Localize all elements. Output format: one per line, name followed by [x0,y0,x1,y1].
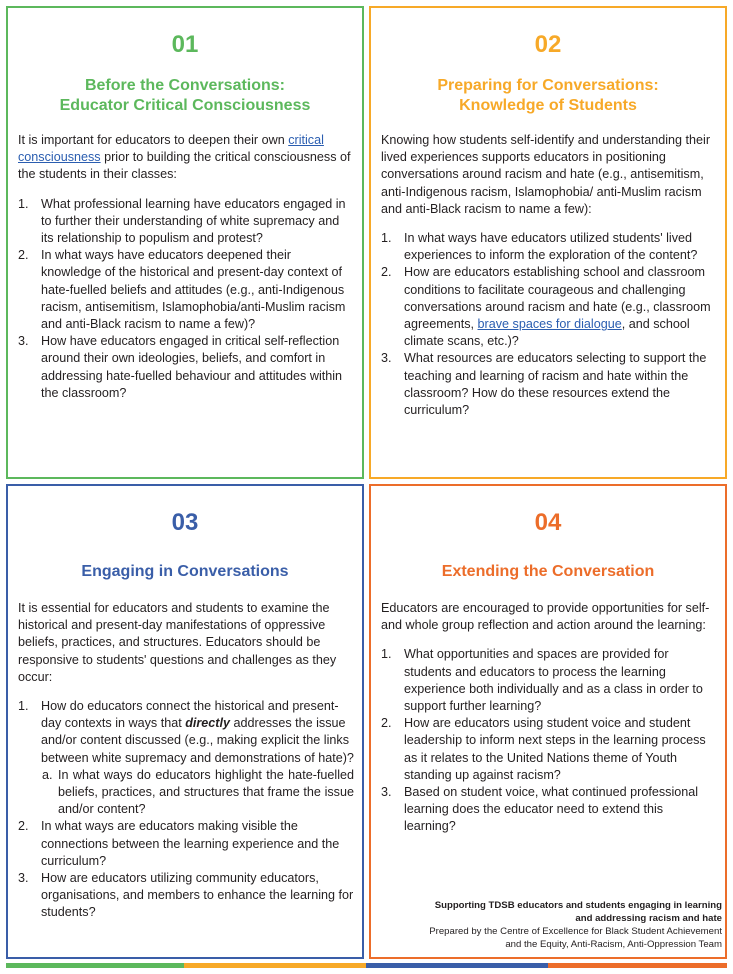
question-text: How have educators engaged in critical self-reflection around their own ideologies, beliefs, and comfort in addressing hate-fuelled behaviour and attitudes within the classroom? [41,334,343,400]
section-title-line-2: Educator Critical Consciousness [59,97,311,114]
section-number: 04 [534,509,562,536]
section-03-card [6,484,364,959]
question-list [18,196,354,402]
emphasis-text: directly [185,716,231,731]
question-list [381,230,717,419]
critical-consciousness-link[interactable]: critical consciousness [18,133,324,165]
question-text: addresses the issue and/or content discussed (e.g., making explicit the links between white supremacy and demonstrations of hate)? [41,716,354,765]
intro-text: It is important for educators to deepen their own [18,133,285,147]
question-text: In what ways are educators making visible the connections between the learning experience and the curriculum? [41,819,340,868]
section-title: Engaging in Conversations [81,563,289,580]
intro-text: prior to building the critical consciousness of the students in their classes: [18,150,351,182]
brave-spaces-link[interactable]: brave spaces for dialogue [477,317,622,332]
question-text: How are educators establishing school and classroom conditions to facilitate courageous and challenging conversations around racism and hate (e.g., classroom agreements, [404,265,711,332]
color-strip-red [548,963,727,968]
question-text: In what ways have educators deepened their knowledge of the historical and present-day context of hate-fuelled beliefs and attitudes (e.g., anti-Indigenous racism, antisemitism, Islamophobia/anti-Muslim racism and anti-Black racism to name a few)? [41,248,346,332]
question-list [18,698,354,922]
section-title-line-1: Preparing for Conversations: [437,77,659,94]
question-text: What opportunities and spaces are provided for students and educators to process the learning experience both individually and as a class in order to support further learning? [404,647,703,714]
section-number: 03 [171,509,199,536]
question-item: 1. How do educators connect the historical and present-day contexts in ways that directly addresses the issue and/or content discussed (e.g., making explicit the links between white supremacy and demonstrations of hate)? [18,699,354,765]
section-number: 01 [171,31,199,58]
section-04-card [369,484,727,959]
question-text: How are educators using student voice and student leadership to inform next steps in the learning process as it relates to the United Nations theme of Youth standing up against racism? [404,716,706,782]
color-strip-green [6,963,184,968]
footer-line-3: Prepared by the Centre of Excellence for Black Student Achievement [429,926,722,937]
question-item: 3. What resources are educators selecting to support the teaching and learning of racism and hate within the classroom? How do these resources extend the curriculum? [381,351,707,418]
question-item: 1. In what ways have educators utilized students' lived experiences to inform the exploration of the content? [381,231,698,263]
question-text: What resources are educators selecting to support the teaching and learning of racism and hate within the classroom? How do these resources extend the curriculum? [404,351,707,418]
question-list [381,646,717,835]
question-item: 1. What professional learning have educators engaged in to further their understanding of white supremacy and its relationship to populism and protest? [18,196,346,246]
section-intro: Educators are encouraged to provide opportunities for self- and whole group reflection and action around the learning: [381,601,710,633]
question-text: Based on student voice, what continued professional learning does the educator need to extend this learning? [404,785,699,834]
question-item: 3. How are educators utilizing community educators, organisations, and members to enhance the learning for students? [18,871,354,920]
sub-question-item: a. In what ways do educators highlight the hate-fuelled beliefs, practices, and structures that frame the issue and/or content? [42,767,354,817]
footer-credits [372,899,722,951]
section-title-line-1: Before the Conversations: [84,77,286,94]
question-text: In what ways have educators utilized students' lived experiences to inform the exploration of the content? [404,231,698,263]
question-item: 2. In what ways are educators making visible the connections between the learning experience and the curriculum? [18,819,340,868]
section-02-card [369,6,727,479]
section-title: Extending the Conversation [441,563,655,580]
question-item: 2. How are educators using student voice and student leadership to inform next steps in the learning process as it relates to the United Nations theme of Youth standing up against racism? [381,716,706,782]
section-title [8,76,362,116]
question-item: 2. How are educators establishing school and classroom conditions to facilitate courageous and challenging conversations around racism and hate (e.g., classroom agreements, brave spaces for dialogue, and school climate scans, etc.)? [381,265,711,349]
question-text: In what ways do educators highlight the hate-fuelled beliefs, practices, and structures that frame the issue and/or content? [58,767,354,817]
section-intro: Knowing how students self-identify and understanding their lived experiences supports educators in positioning conversations around racism and hate (e.g., antisemitism, anti-Indigenous racism, Islamophobia/ anti-Muslim racism and anti-Black racism to name a few): [381,133,711,216]
color-strip-blue [366,963,548,968]
section-title [371,76,725,116]
section-01-card [6,6,364,479]
question-item: 1. What opportunities and spaces are provided for students and educators to process the learning experience both individually and as a class in order to support further learning? [381,647,703,714]
section-intro [18,132,354,184]
section-intro: It is essential for educators and students to examine the historical and present-day manifestations of oppressive beliefs, practices, and structures. Educators should be responsive to students' questions and challenges as they occur: [18,601,337,684]
footer-line-1: Supporting TDSB educators and students engaging in learning [434,900,722,911]
question-text: How are educators utilizing community educators, organisations, and members to enhance the learning for students? [41,871,354,920]
question-item: 3. How have educators engaged in critical self-reflection around their own ideologies, beliefs, and comfort in addressing hate-fuelled behaviour and attitudes within the classroom? [18,334,343,400]
footer-line-2: and addressing racism and hate [575,913,722,924]
question-text: How do educators connect the historical and present-day contexts in ways that [41,699,339,731]
section-number: 02 [534,31,562,58]
question-text: , and school climate scans, etc.)? [404,317,690,349]
question-item: 3. Based on student voice, what continued professional learning does the educator need to extend this learning? [381,785,699,834]
footer-line-4: and the Equity, Anti-Racism, Anti-Oppression Team [505,939,722,950]
section-title-line-2: Knowledge of Students [459,97,637,114]
question-text: What professional learning have educators engaged in to further their understanding of white supremacy and its relationship to populism and protest? [41,196,346,246]
question-item: 2. In what ways have educators deepened their knowledge of the historical and present-day context of hate-fuelled beliefs and attitudes (e.g., anti-Indigenous racism, antisemitism, Islamophobia/anti-Muslim racism and anti-Black racism to name a few)? [18,248,346,332]
color-strip-orange [184,963,366,968]
